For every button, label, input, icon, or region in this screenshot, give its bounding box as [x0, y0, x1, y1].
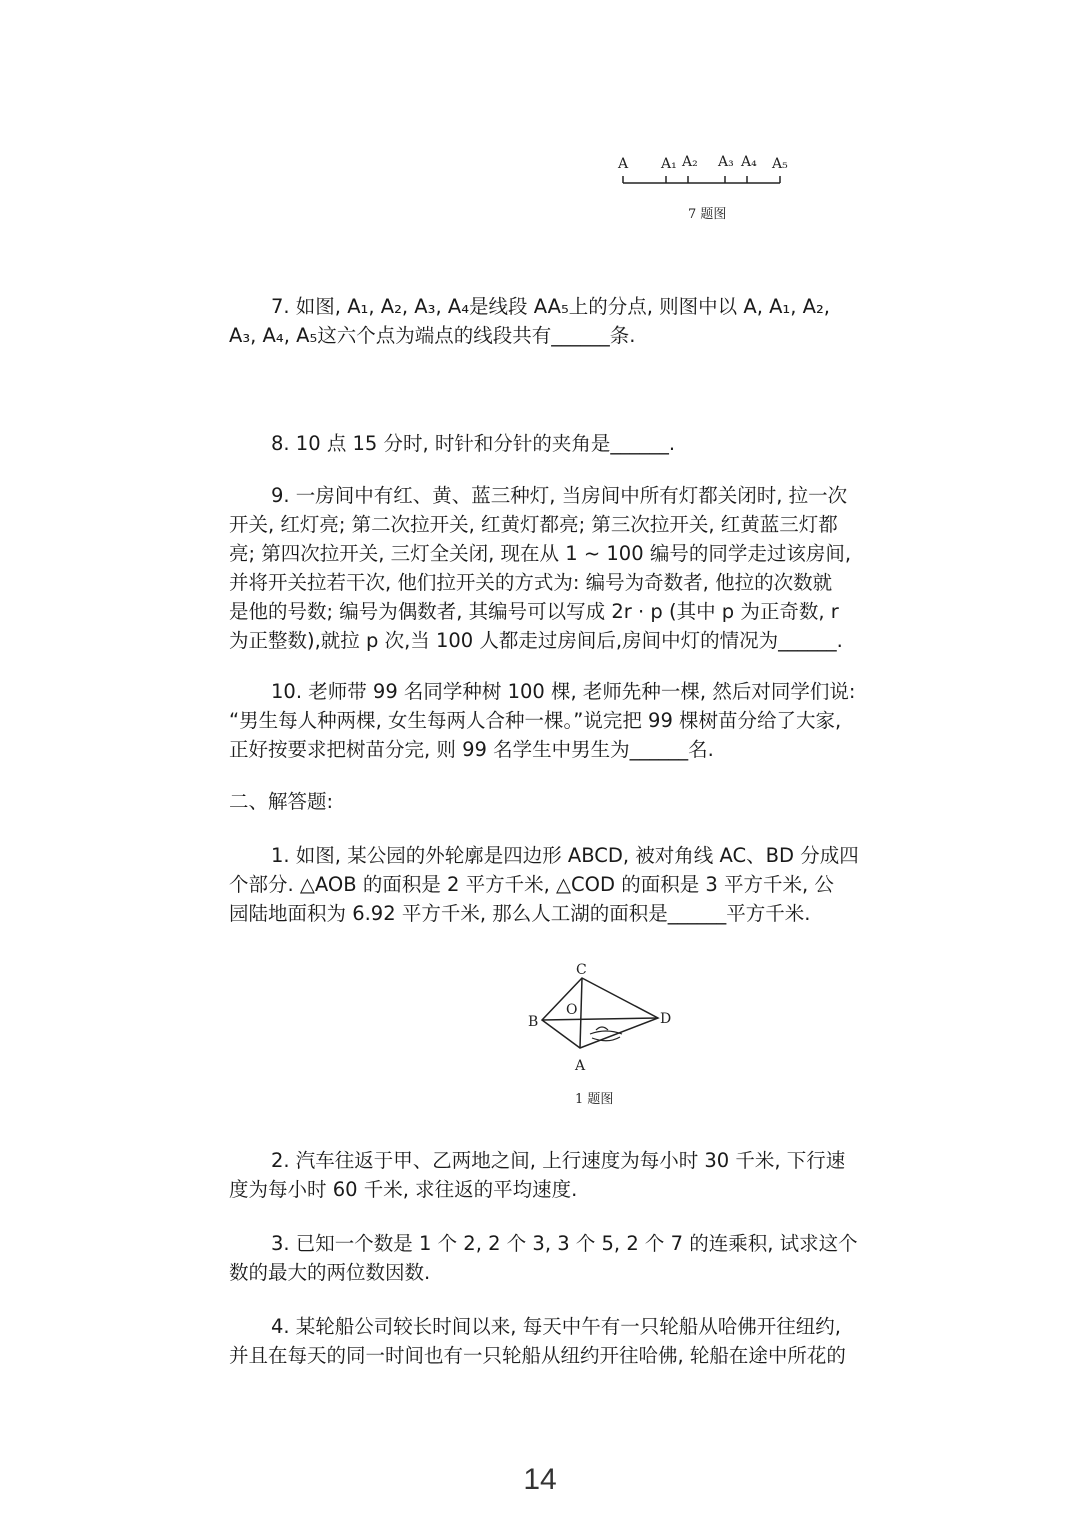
- question-10-line-1: 10. 老师带 99 名同学种树 100 棵, 老师先种一棵, 然后对同学们说:: [271, 680, 856, 703]
- answer-question-1-line-3: 园陆地面积为 6.92 平方千米, 那么人工湖的面积是______平方千米.: [229, 902, 811, 925]
- vertex-label-b: B: [528, 1014, 539, 1030]
- question-9-line-1: 9. 一房间中有红、黄、蓝三种灯, 当房间中所有灯都关闭时, 拉一次: [271, 484, 848, 507]
- point-label-a2: A₂: [682, 154, 698, 170]
- point-label-a: A: [618, 156, 629, 172]
- question-9-line-4: 并将开关拉若干次, 他们拉开关的方式为: 编号为奇数者, 他拉的次数就: [229, 571, 833, 594]
- figure-1-caption: 1 题图: [575, 1092, 614, 1107]
- answer-question-4: [229, 1312, 919, 1370]
- question-9-line-2: 开关, 红灯亮; 第二次拉开关, 红黄灯都亮; 第三次拉开关, 红黄蓝三灯都: [229, 513, 838, 536]
- answer-question-2: [229, 1146, 919, 1204]
- question-10-line-2: “男生每人种两棵, 女生每两人合种一棵。”说完把 99 棵树苗分给了大家,: [229, 709, 842, 732]
- question-10-line-3: 正好按要求把树苗分完, 则 99 名学生中男生为______名.: [229, 738, 714, 761]
- vertex-label-c: C: [576, 962, 587, 978]
- section-2-heading: [229, 787, 919, 816]
- point-label-a5: A₅: [772, 156, 788, 172]
- answer-question-2-line-1: 2. 汽车往返于甲、乙两地之间, 上行速度为每小时 30 千米, 下行速: [271, 1149, 846, 1172]
- point-label-a1: A₁: [661, 156, 677, 172]
- quadrilateral-abcd: [542, 978, 658, 1048]
- vertex-label-a: A: [575, 1058, 586, 1074]
- answer-question-1-line-2: 个部分. △AOB 的面积是 2 平方千米, △COD 的面积是 3 平方千米, 公: [229, 873, 834, 896]
- vertex-label-d: D: [660, 1011, 672, 1027]
- answer-question-3-line-2: 数的最大的两位数因数.: [229, 1261, 431, 1284]
- question-7-line-1: 7. 如图, A₁, A₂, A₃, A₄是线段 AA₅上的分点, 则图中以 A, A₁, A₂,: [271, 295, 830, 318]
- answer-question-1-line-1: 1. 如图, 某公园的外轮廓是四边形 ABCD, 被对角线 AC、BD 分成四: [271, 844, 859, 867]
- question-8: [229, 429, 919, 458]
- vertex-label-o: O: [566, 1002, 578, 1018]
- answer-question-3: [229, 1229, 919, 1287]
- question-9-line-6: 为正整数),就拉 p 次,当 100 人都走过房间后,房间中灯的情况为______.: [229, 629, 843, 652]
- figure-7-segment-diagram: [610, 148, 800, 228]
- segment-line: [623, 176, 780, 183]
- answer-question-3-line-1: 3. 已知一个数是 1 个 2, 2 个 3, 3 个 5, 2 个 7 的连乘积, 试求这个: [271, 1232, 858, 1255]
- answer-question-4-line-1: 4. 某轮船公司较长时间以来, 每天中午有一只轮船从哈佛开往纽约,: [271, 1315, 841, 1338]
- point-label-a3: A₃: [718, 154, 734, 170]
- answer-question-1: [229, 841, 919, 928]
- section-2-title: 二、解答题:: [229, 790, 334, 813]
- question-9: [229, 481, 919, 655]
- point-label-a4: A₄: [741, 154, 757, 170]
- figure-7-caption: 7 题图: [688, 207, 727, 222]
- question-9-line-5: 是他的号数; 编号为偶数者, 其编号可以写成 2r · p (其中 p 为正奇数, r: [229, 600, 839, 623]
- figure-1-quadrilateral-diagram: [520, 958, 680, 1113]
- page-number: 14: [523, 1463, 557, 1496]
- answer-question-4-line-2: 并且在每天的同一时间也有一只轮船从纽约开往哈佛, 轮船在途中所花的: [229, 1344, 846, 1367]
- answer-question-2-line-2: 度为每小时 60 千米, 求往返的平均速度.: [229, 1178, 578, 1201]
- question-7: [229, 292, 919, 350]
- question-10: [229, 677, 919, 764]
- question-7-line-2: A₃, A₄, A₅这六个点为端点的线段共有______条.: [229, 324, 636, 347]
- question-8-line-1: 8. 10 点 15 分时, 时针和分针的夹角是______.: [271, 432, 676, 455]
- question-9-line-3: 亮; 第四次拉开关, 三灯全关闭, 现在从 1 ~ 100 编号的同学走过该房间,: [229, 542, 852, 565]
